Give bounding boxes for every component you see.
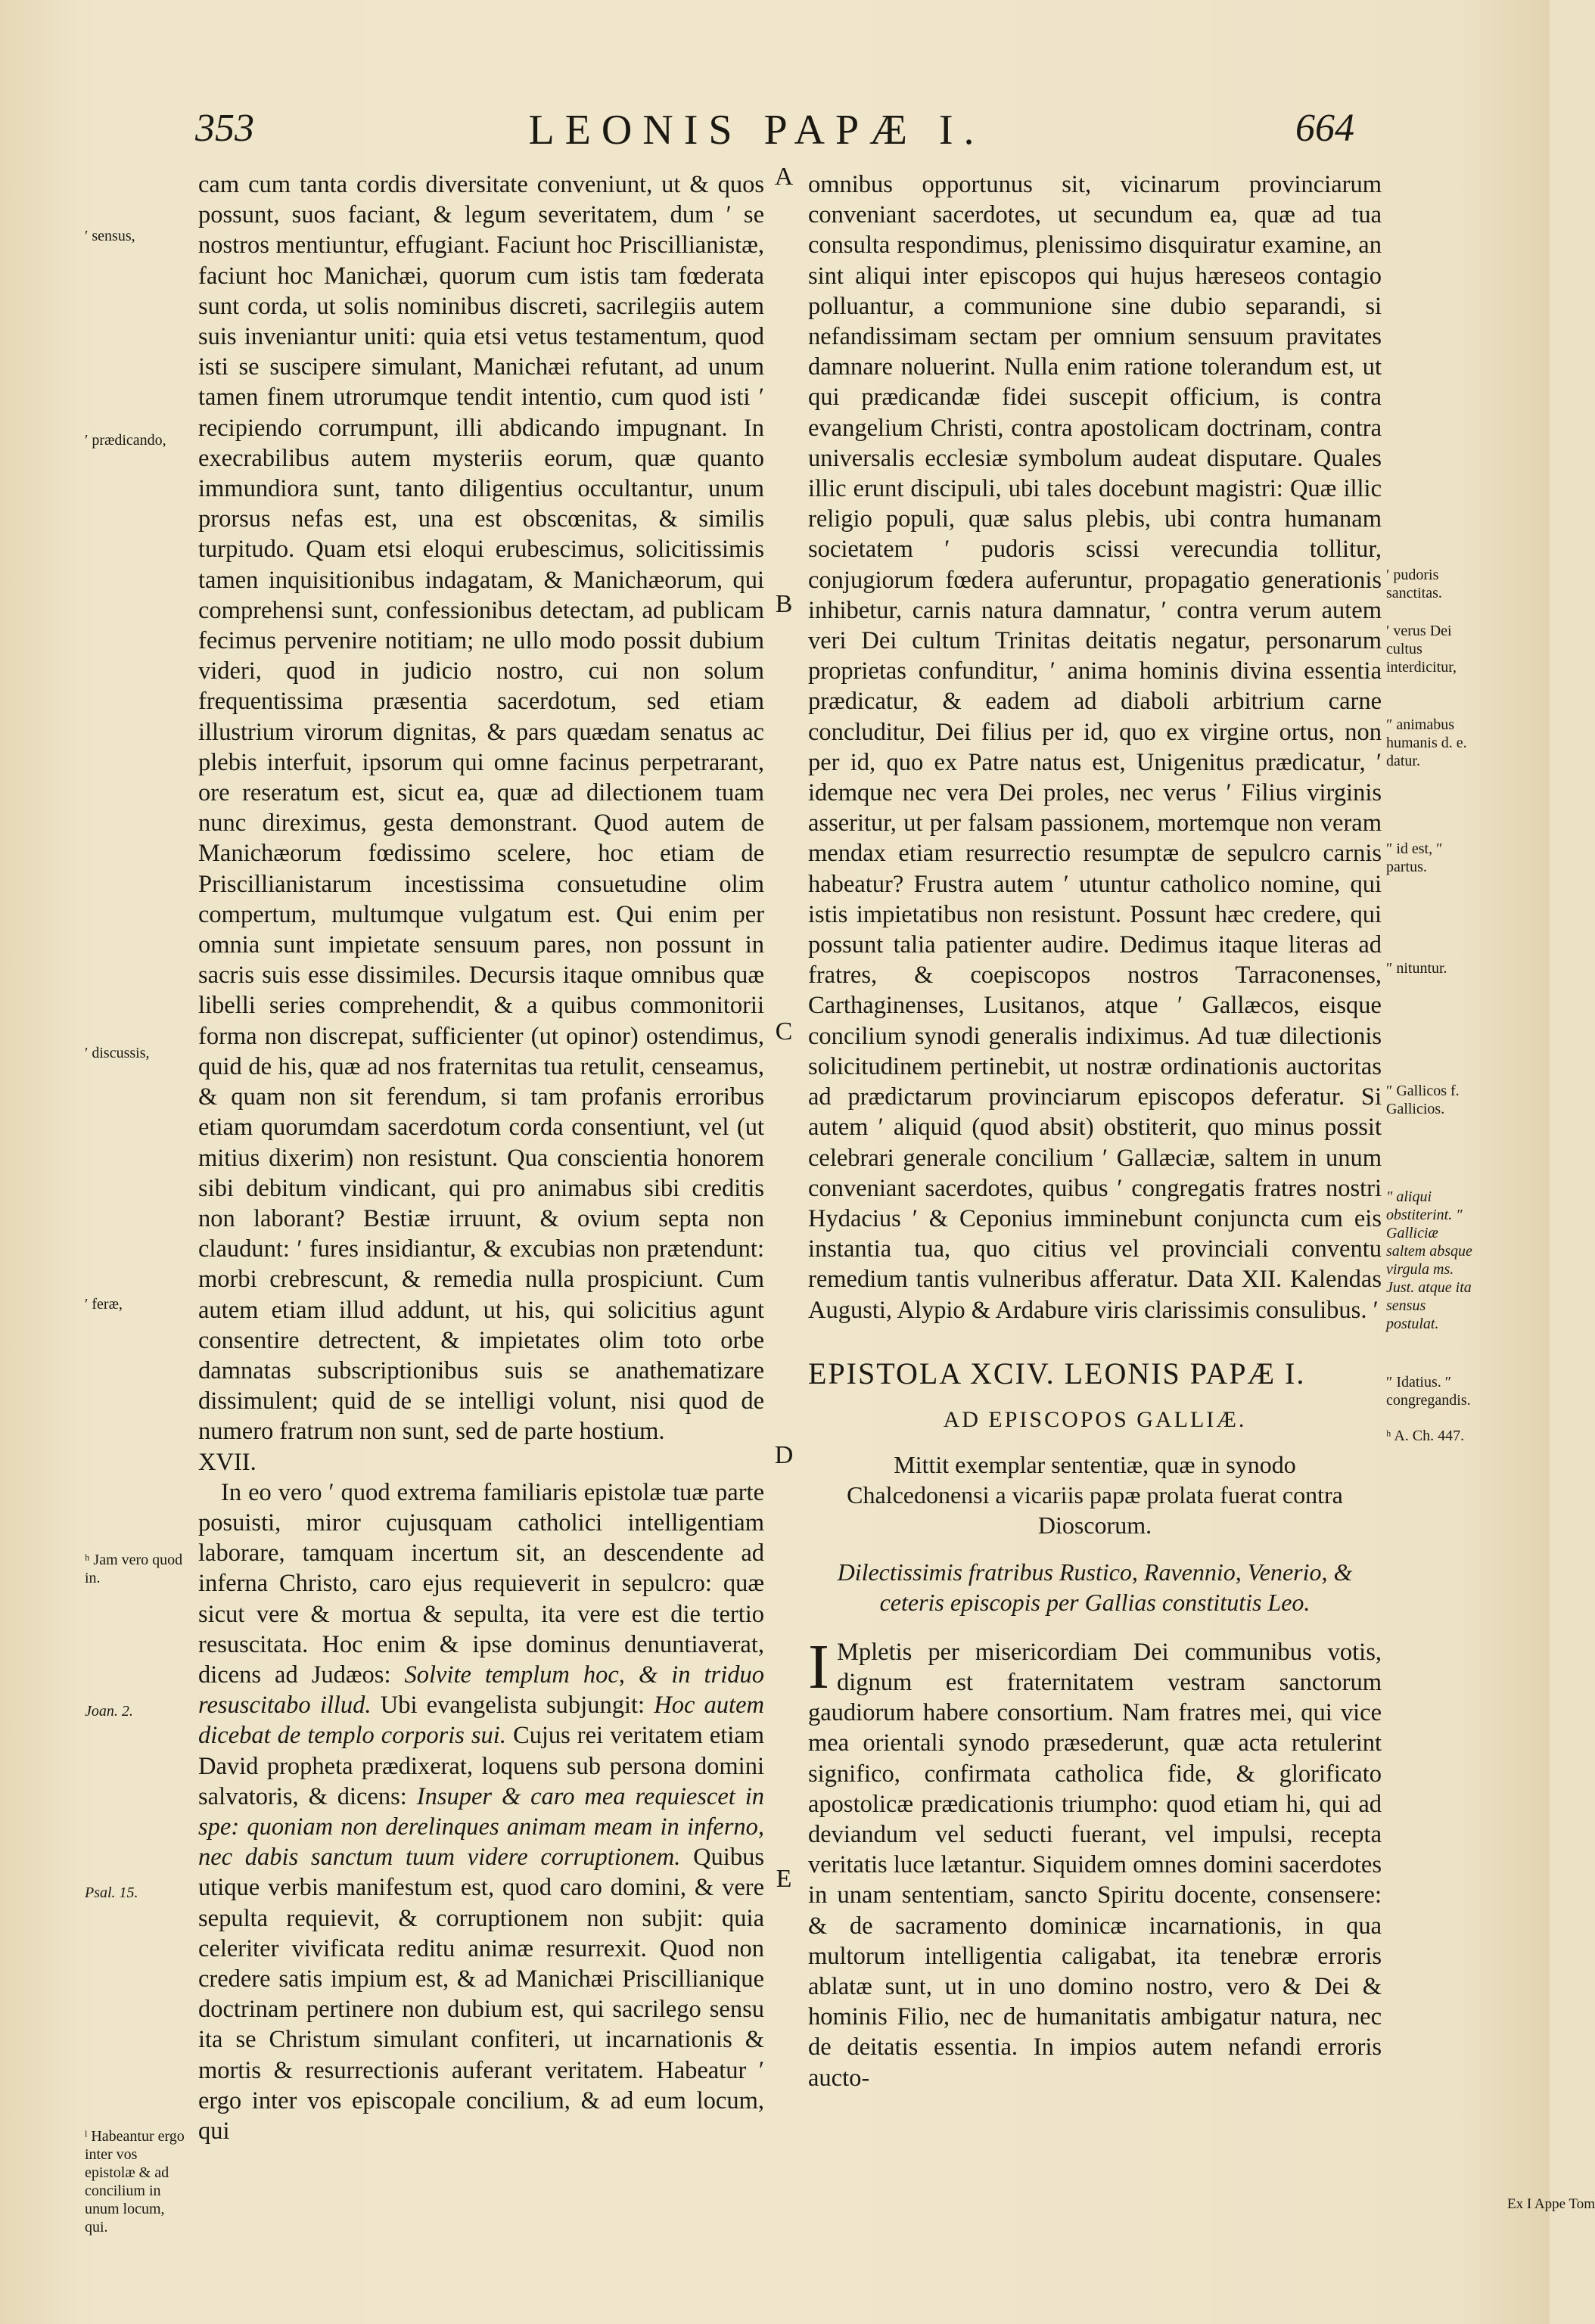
section-letter-e: E [776,1865,792,1893]
scripture-quote: Insuper & caro mea requiescet in spe: quoniam non derelinques animam meam in inferno, nec dabis sanctum tuum videre corruptionem. [198,1782,764,1872]
running-title: LEONIS PAPÆ I. [528,107,985,154]
margin-note: ″ id est, ″ partus. [1386,840,1443,875]
section-letter-c: C [775,1018,793,1045]
page-number-left: 353 [195,107,254,150]
epistola-body: I Mpletis per misericordiam Dei communibus votis, dignum est fraternitatem vestram sanctorum gaudiorum habere consortium. Nam fratres mei, qui vice mea orientali synodo præsederunt, quæ acta retulerint significo, confirmata catholica fide, & glorificato apostolicæ prædicationis triumpho: quod etiam hi, qui ad deviandum vel seducti fuerant, vel impulsi, recepta veritatis luce lætantur. Siquidem omnes domini sacerdotes in unam sententiam, sancto Spiritu docente, consensere: & de sacramento dominicæ incarnationis, in qua multorum intelligentia caligabat, ita tenebræ erroris ablatæ sunt, ut in uno domino nostro, vero & Dei & hominis Filio, nec de humanitatis ambigatur natura, nec de deitatis essentia. In impios autem nefandi erroris aucto- [808,1631,1382,2092]
margin-note: ʰ A. Ch. 447. [1386,1428,1465,1444]
margin-note: ′ feræ, [85,1296,123,1313]
margin-note: ′ sensus, [85,228,135,244]
left-paragraph: cam cum tanta cordis diversitate conveniunt, ut & quos possunt, suos faciant, & legum severitatem, dum ′ se nostros mentiuntur, effugiant. Faciunt hoc Priscillianistæ, faciunt hoc Manichæi, quorum cum istis tam fœderata sunt corda, ut solis nominibus discreti, sacrilegiis autem suis inveniantur uniti: quia etsi vetus testamentum, quod isti se suscipere simulant, Manichæi refutant, ad unum tamen finem utrorumque tendit intentio, cum quod isti ′ recipiendo corrumpunt, illi abdicando impugnant. In execrabilibus autem mysteriis eorum, quæ quanto immundiora sunt, tanto diligentius occultantur, unum prorsus nefas est, una est obscœnitas, & similis turpitudo. Quam etsi eloqui erubescimus, solicitissimis tamen inquisitionibus indagatam, & Manichæorum, qui comprehensi sunt, confessionibus detectam, ad publicam fecimus pervenire notitiam; ne ullo modo possit dubium videri, quod in judicio nostro, cui non solum frequentissima præsentia sacerdotum, sed etiam illustrium virorum dignitas, & pars quædam senatus ac plebis interfuit, ipsorum qui omne facinus perpetrarant, ore reseratum est, sicut ea, quæ ad dilectionem tuam nunc direximus, gesta demonstrant. Quod autem de Manichæorum fœdissimo scelere, hoc etiam de Priscillianistarum incestissima consuetudine olim compertum, multumque vulgatum est. Qui enim per omnia sunt impietate sensuum pares, non possunt in sacris suis esse dissimiles. Decursis itaque omnibus quæ libelli series comprehendit, & a quibus commonitorii forma non discrepat, sufficienter (ut opinor) ostendimus, quid de his, quæ ad nos fraternitas tua retulit, censeamus, & quam non sit ferendum, si tam profanis erroribus etiam quorumdam sacerdotum corda consentiunt, vel (ut mitius dixerim) non resistunt. Qua conscientia honorem sibi debitum vindicant, qui pro animabus sibi creditis non laborant? Bestiæ irruunt, & ovium septa non claudunt: ′ fures insidiantur, & excubias non prætendunt: morbi crebrescunt, & remedia nulla prospiciunt. Cum autem etiam illud addunt, ut his, qui solicitius agunt consentire detrectent, & impietates olim toto orbe damnatas subscriptionibus suis se anathematizare dissimulent; quid de se intelligi volunt, nisi quod de numero fratrum non sunt, sed de parte hostium. [198,171,764,1446]
margin-note: ″ animabus humanis d. e. datur. [1386,716,1467,769]
margin-note: ′ verus Dei cultus interdicitur, [1386,623,1457,676]
epistola-summary: Mittit exemplar sententiæ, quæ in synodo Chalcedonensi a vicariis papæ prolata fuerat contra Dioscorum. [847,1450,1343,1539]
drop-cap: I [808,1631,829,1702]
margin-note: ′ prædicando, [85,432,166,449]
edge-note: Ex I Appe Tom [1507,2196,1595,2212]
left-paragraph-2: In eo vero ′ quod extrema familiaris epistolæ tuæ parte posuisti, miror cujusquam catholici intelligentiam laborare, tamquam incertum sit, an descendente ad inferna Christo, caro ejus requieverit in sepulcro: quæ sicut vere & mortua & sepulta, ita vere est die tertio resuscitata. Hoc enim & ipse dominus denuntiaverat, dicens ad Judæos: Solvite templum hoc, & in triduo resuscitabo illud. Ubi evangelista subjungit: Hoc autem dicebat de templo corporis sui. Cujus rei veritatem etiam David propheta prædixerat, loquens sub persona domini salvatoris, & dicens: Insuper & caro mea requiescet in spe: quoniam non derelinques animam meam in inferno, nec dabis sanctum tuum videre corruptionem. Quibus utique verbis manifestum est, quod caro domini, & vere sepulta requievit, & corruptionem non subjit: quia celeriter vivificata reditu animæ resurrexit. Quod non credere satis impium est, & ad Manichæi Priscillianique doctrinam pertinere non dubium est, qui sacrilego sensu ita se Christum simulant confiteri, ut incarnationis & mortis & resurrectionis auferant veritatem. Habeatur ′ ergo inter vos episcopale concilium, & ad eum locum, qui [198,1478,764,2145]
margin-note: ʰ Jam vero quod in. [85,1552,183,1586]
margin-note: Psal. 15. [85,1884,138,1901]
right-column [808,169,1382,2093]
margin-note: ″ nituntur. [1386,960,1447,977]
left-column [198,169,764,2146]
margin-note: Joan. 2. [85,1703,133,1720]
scripture-quote: Hoc autem dicebat de templo corporis sui. [198,1692,764,1750]
section-letter-a: A [774,163,794,191]
page-number-right: 664 [1295,107,1354,150]
margin-note: ″ aliqui obstiterint. ″ Galliciæ saltem absque virgula ms. Just. atque ita sensus postulat. [1386,1188,1472,1332]
epistola-addressee: AD EPISCOPOS GALLIÆ. [943,1406,1247,1432]
margin-note: ″ Gallicos f. Gallicios. [1386,1083,1460,1117]
section-number: XVII. [198,1448,257,1476]
running-header [0,106,1550,166]
margin-note: ′ pudoris sanctitas. [1386,567,1442,601]
section-letter-d: D [774,1441,794,1469]
margin-note: ″ Idatius. ″ congregandis. [1386,1374,1471,1409]
margin-note: ˡ Habeantur ergo inter vos epistolæ & ad concilium in unum locum, qui. [85,2128,185,2235]
section-letter-b: B [775,590,793,618]
scripture-quote: Solvite templum hoc, & in triduo resuscitabo illud. [198,1661,764,1720]
margin-note: ′ discussis, [85,1045,150,1061]
epistola-salutation: Dilectissimis fratribus Rustico, Ravennio, Venerio, & ceteris episcopis per Gallias constitutis Leo. [837,1558,1353,1616]
epistola-title: EPISTOLA XCIV. LEONIS PAPÆ I. [808,1356,1306,1390]
right-paragraph: omnibus opportunus sit, vicinarum provinciarum conveniant sacerdotes, ut secundum ea, quæ ad tua consulta respondimus, plenissimo disquiratur examine, an sint aliqui inter episcopos qui hujus hæreseos contagio polluantur, a communione sine dubio separandi, si nefandissimam sectam per omnium sensuum pravitates damnare noluerint. Nulla enim ratione tolerandum est, ut qui prædicandæ fidei suscepit officium, is contra evangelium Christi, contra apostolicam doctrinam, contra universalis ecclesiæ symbolum audeat disputare. Quales illic erunt discipuli, ubi tales docebunt magistri: Quæ illic religio populi, quæ salus plebis, ubi contra humanam societatem ′ pudoris scissi verecundia tollitur, conjugiorum fœdera auferuntur, propagatio generationis inhibetur, carnis natura damnatur, ′ contra verum autem veri Dei cultum Trinitas deitatis negatur, personarum proprietas confunditur, ′ anima hominis divina essentia prædicatur, & eadem ad diaboli arbitrium carne concluditur, Dei filius per id, quo ex virgine ortus, non per id, quo ex Patre natus est, Unigenitus prædicatur, ′ idemque nec vera Dei proles, nec verus ′ Filius virginis asseritur, ut per falsam passionem, mortemque non veram mendax etiam resurrectio resumptæ de sepulcro carnis habeatur? Frustra autem ′ utuntur catholico nomine, qui istis impietatibus non resistunt. Possunt hæc credere, qui possunt talia patienter audire. Dedimus itaque literas ad fratres, & coepiscopos nostros Tarraconenses, Carthaginenses, Lusitanos, atque ′ Gallæcos, eisque concilium synodi generalis indiximus. Ad tuæ dilectionis solicitudinem pertinebit, ut nostræ ordinationis auctoritas ad prædictarum provinciarum episcopos deferatur. Si autem ′ aliquid (quod absit) obstiterit, quo minus possit celebrari generale concilium ′ Gallæciæ, saltem in unum conveniant sacerdotes, quibus ′ congregatis fratres nostri Hydacius ′ & Ceponius imminebunt conjuncta cum eis instantia tua, quo citius vel provinciali conventu remedium tantis vulneribus afferatur. Data XII. Kalendas Augusti, Alypio & Ardabure viris clarissimis consulibus. ′ [808,171,1382,1324]
